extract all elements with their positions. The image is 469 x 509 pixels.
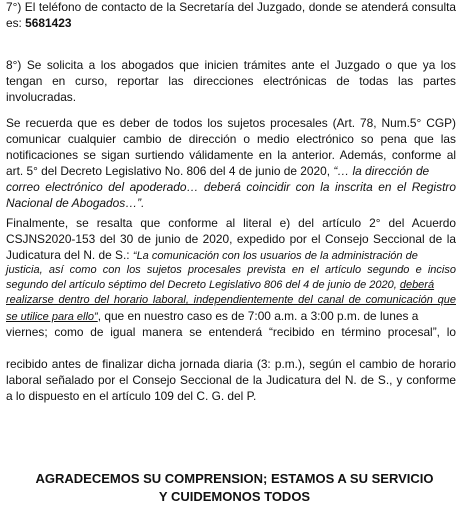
p7-label: es: — [6, 16, 26, 30]
p10-quote-start: “La comunicación con los usuarios de la administración de — [132, 250, 418, 262]
p10-line-2: CSJNS2020-153 del 30 de junio de 2020, expedido por el Consejo Seccional de la — [6, 232, 456, 246]
p10-line-8: viernes; como de igual manera se entenderá “recibido en término procesal”, lo — [6, 325, 456, 339]
p9-line-1: Se recuerda que es deber de todos los sujetos procesales (Art. 78, Num.5° CGP) — [6, 116, 456, 130]
p10-line-7-text: , que en nuestro caso es de 7:00 a.m. a 3:00 p.m. de lunes a — [97, 309, 419, 323]
p9-line-4 — [6, 164, 456, 179]
closing-message-line-1: AGRADECEMOS SU COMPRENSION; ESTAMOS A SU SERVICIO — [35, 471, 434, 486]
p7-line-2 — [6, 16, 456, 31]
p9-quote-start: “… la dirección de — [333, 164, 430, 178]
p10-line-5 — [6, 278, 456, 293]
p10-line-3 — [6, 248, 456, 264]
p8-line-3: involucradas. — [6, 90, 77, 104]
p8-line-1: 8°) Se solicita a los abogados que inicien trámites ante el Juzgado o que ya los — [6, 58, 456, 72]
p9-line-4-text: art. 5° del Decreto Legislativo No. 806 del 4 de junio de 2020, — [6, 164, 334, 178]
p11-line-1: recibido antes de finalizar dicha jornada diaria (3: p.m.), según el cambio de horario — [6, 357, 456, 371]
p10-underlined-end: se utilice para ello” — [6, 311, 98, 323]
p8-line-2: tengan en curso, reportar las direcciones electrónicas de todas las partes — [6, 74, 456, 88]
p9-line-2: comunicar cualquier cambio de dirección o medio electrónico so pena que las — [6, 132, 456, 146]
p9-line-6: Nacional de Abogados…”. — [6, 196, 145, 210]
p9-line-3: notificaciones se sigan surtiendo válidamente en la anterior. Además, conforme al — [6, 148, 456, 162]
p10-line-7 — [6, 309, 456, 325]
p10-line-5-text: segundo del artículo séptimo del Decreto Legislativo 806 del 4 de junio de 2020, — [6, 279, 400, 291]
p11-line-2: laboral señalado por el Consejo Seccional de la Judicatura del N. de S., y conforme — [6, 373, 456, 387]
p10-line-4: justicia, así como con los sujetos procesales prevista en el artículo segundo e inciso — [6, 264, 456, 276]
p10-underlined-start: deberá — [399, 279, 435, 291]
closing-message-line-2: Y CUIDEMONOS TODOS — [158, 489, 311, 504]
p10-line-1: Finalmente, se resalta que conforme al literal e) del artículo 2° del Acuerdo — [6, 216, 456, 230]
p7-line-1: 7°) El teléfono de contacto de la Secretaría del Juzgado, donde se atenderá consulta — [6, 0, 456, 14]
p11-line-3: a lo dispuesto en el artículo 109 del C. G. del P. — [6, 389, 257, 403]
p9-line-5: correo electrónico del apoderado… deberá coincidir con la inscrita en el Registro — [6, 180, 456, 194]
p10-line-6: realizarse dentro del horario laboral, independientemente del canal de comunicación que — [6, 294, 456, 306]
p10-line-3-text: Judicatura del N. de S.: — [6, 248, 133, 262]
phone-number: 5681423 — [25, 16, 72, 30]
